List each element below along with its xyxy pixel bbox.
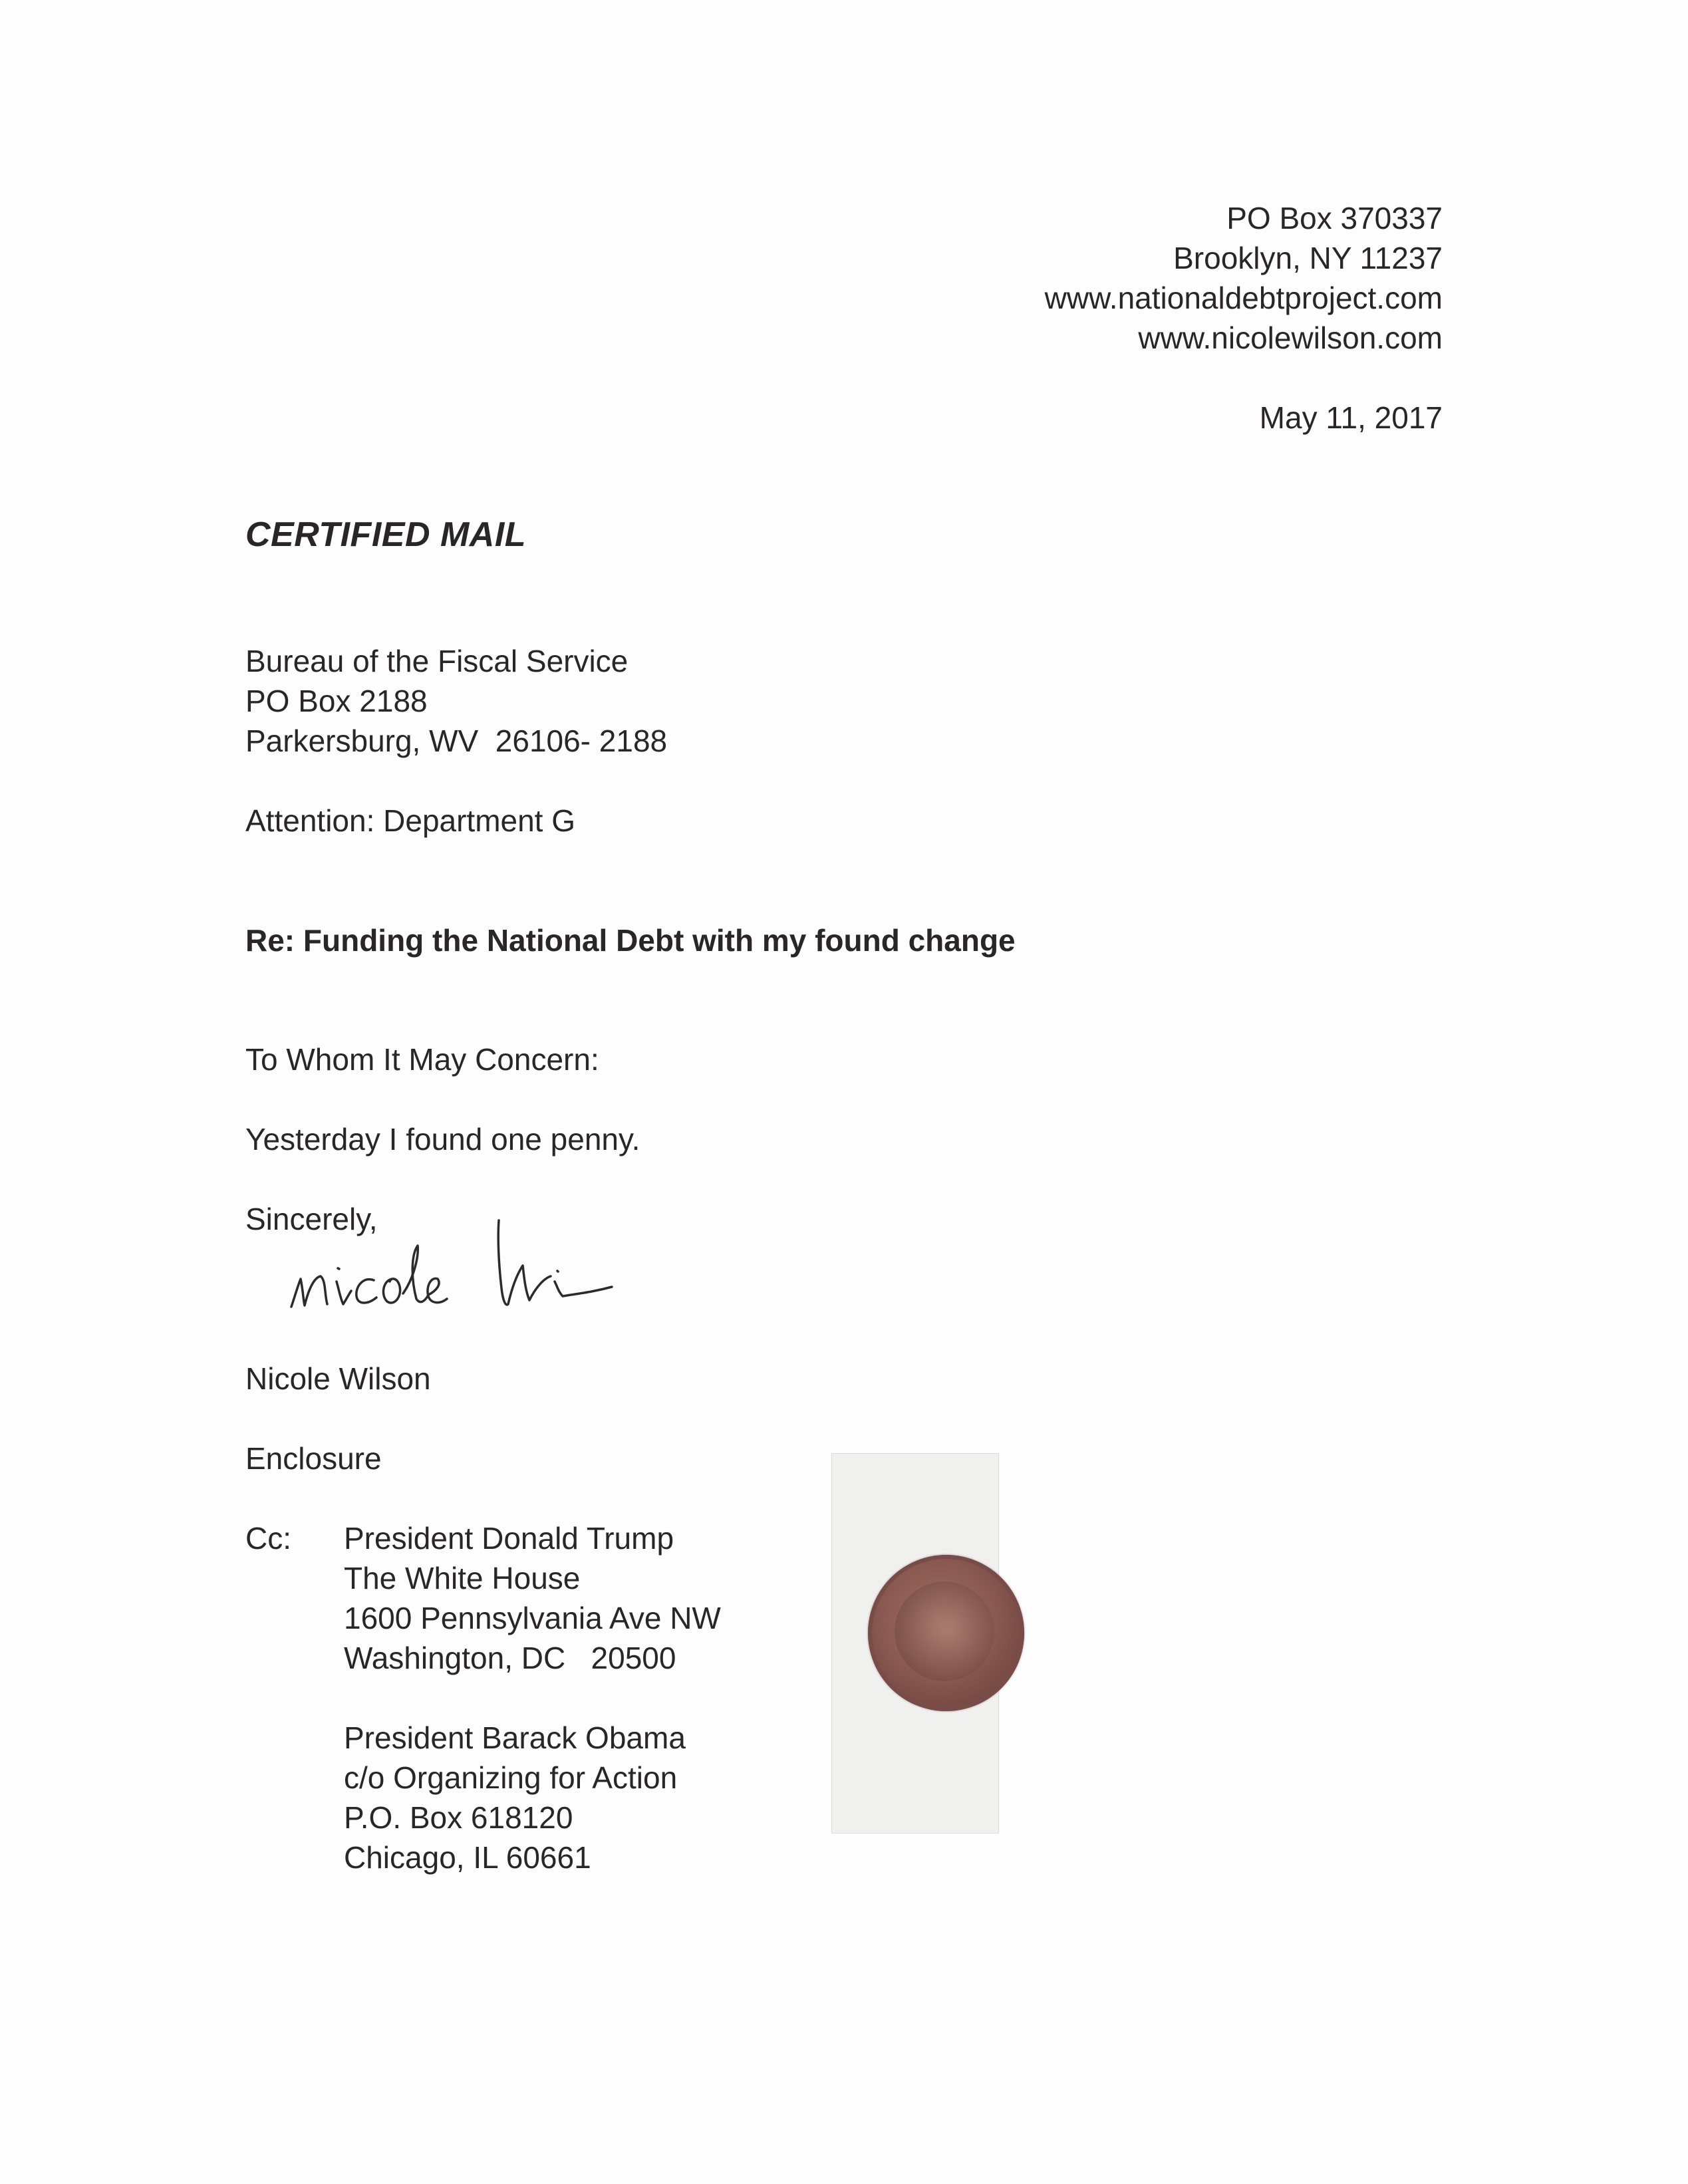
cc-line: Chicago, IL 60661 xyxy=(344,1840,591,1875)
coin-profile-relief xyxy=(895,1581,994,1681)
sender-website-2: www.nicolewilson.com xyxy=(1138,321,1443,355)
recipient-address-line2: Parkersburg, WV 26106- 2188 xyxy=(245,724,668,758)
cc-line: 1600 Pennsylvania Ave NW xyxy=(344,1601,721,1635)
cc-line: c/o Organizing for Action xyxy=(344,1760,678,1795)
penny-coin-icon xyxy=(868,1555,1024,1711)
cc-line: President Barack Obama xyxy=(344,1720,686,1755)
cc-label: Cc: xyxy=(245,1521,291,1556)
salutation: To Whom It May Concern: xyxy=(245,1042,599,1077)
sender-website-1: www.nationaldebtproject.com xyxy=(1044,281,1443,315)
recipient-name: Bureau of the Fiscal Service xyxy=(245,644,629,678)
signer-name: Nicole Wilson xyxy=(245,1361,431,1396)
cc-line: P.O. Box 618120 xyxy=(344,1800,573,1835)
letter-date: May 11, 2017 xyxy=(1259,400,1443,435)
handwritten-signature xyxy=(286,1207,678,1340)
cc-line: The White House xyxy=(344,1561,581,1595)
sender-address-line1: PO Box 370337 xyxy=(1226,201,1443,235)
cc-line: Washington, DC 20500 xyxy=(344,1641,676,1675)
attention-line: Attention: Department G xyxy=(245,803,576,838)
recipient-address-line1: PO Box 2188 xyxy=(245,684,428,718)
subject-line: Re: Funding the National Debt with my found change xyxy=(245,923,1016,958)
closing: Sincerely, xyxy=(245,1202,378,1236)
sender-address-line2: Brooklyn, NY 11237 xyxy=(1173,241,1443,275)
cc-line: President Donald Trump xyxy=(344,1521,674,1556)
delivery-method-heading: CERTIFIED MAIL xyxy=(245,515,527,554)
enclosure-note: Enclosure xyxy=(245,1441,382,1476)
letter-body: Yesterday I found one penny. xyxy=(245,1122,640,1157)
